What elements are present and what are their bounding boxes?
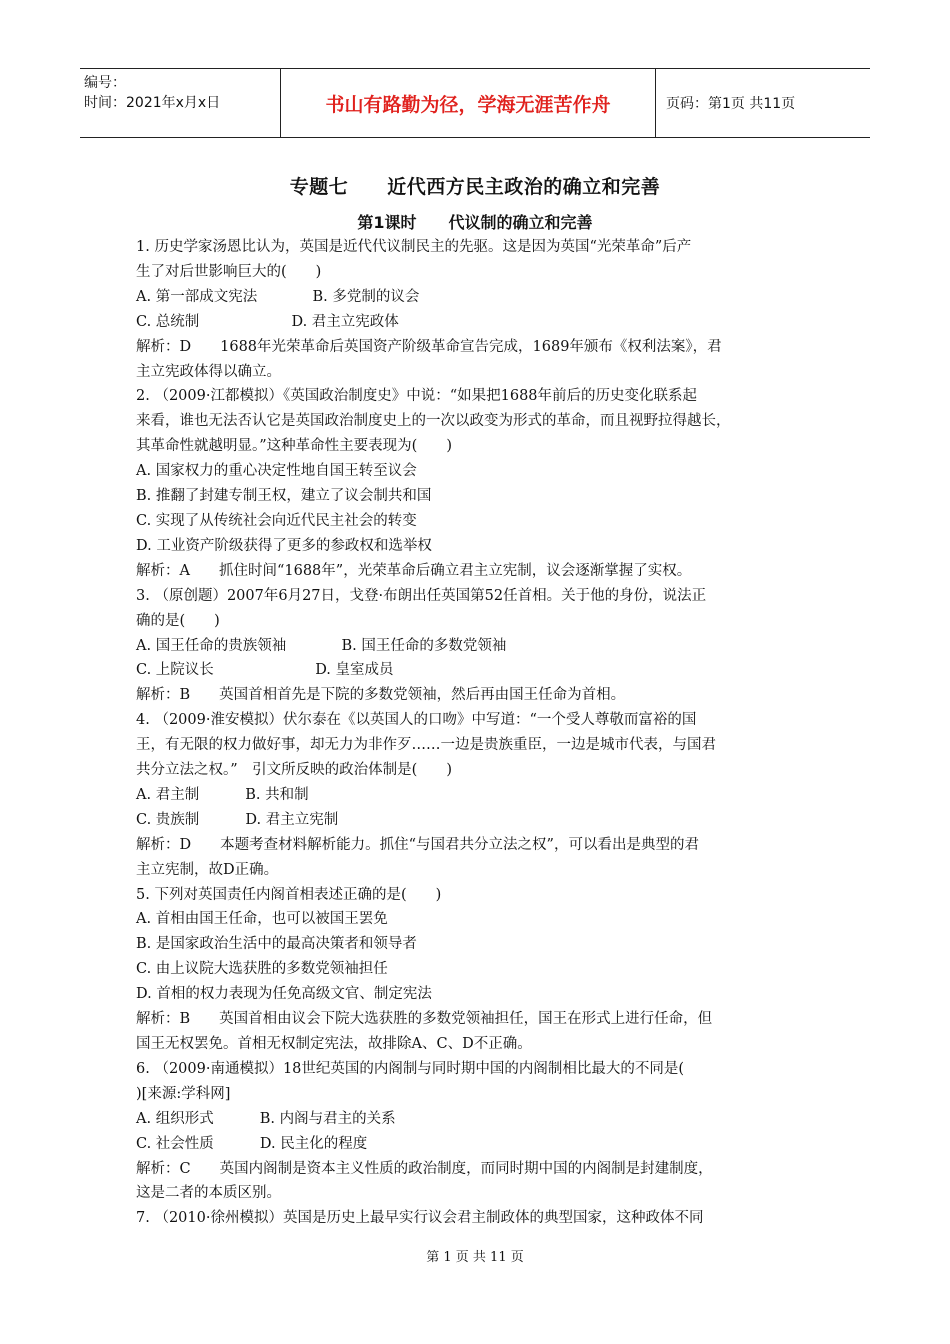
text-line: 解析：B 英国首相由议会下院大选获胜的多数党领袖担任，国王在形式上进行任命，但 bbox=[136, 1011, 713, 1028]
text-line: C. 上院议长 D. 皇室成员 bbox=[136, 662, 394, 679]
text-line: A. 君主制 B. 共和制 bbox=[136, 786, 309, 803]
text-line: C. 社会性质 D. 民主化的程度 bbox=[136, 1135, 368, 1152]
text-line: 2. （2009·江都模拟）《英国政治制度史》中说：“如果把1688年前后的历史变化联系起 bbox=[136, 388, 698, 405]
text-line: 王，有无限的权力做好事，却无力为非作歹……一边是贵族重臣，一边是城市代表，与国君 bbox=[136, 737, 716, 754]
text-line: A. 国王任命的贵族领袖 B. 国王任命的多数党领袖 bbox=[136, 637, 507, 654]
text-line: B. 推翻了封建专制王权，建立了议会制共和国 bbox=[136, 488, 432, 505]
motto: 书山有路勤为径，学海无涯苦作舟 bbox=[281, 69, 656, 137]
text-line: 解析：B 英国首相首先是下院的多数党领袖，然后再由国王任命为首相。 bbox=[136, 687, 626, 704]
text-line: 解析：C 英国内阁制是资本主义性质的政治制度，而同时期中国的内阁制是封建制度， bbox=[136, 1160, 713, 1177]
text-line: 这是二者的本质区别。 bbox=[136, 1185, 281, 1202]
page-header bbox=[80, 68, 870, 138]
text-line: 确的是( ) bbox=[136, 612, 220, 629]
lesson-subtitle: 第1课时 代议制的确立和完善 bbox=[357, 213, 593, 232]
text-line: )[来源:学科网] bbox=[136, 1085, 231, 1102]
text-line: C. 实现了从传统社会向近代民主社会的转变 bbox=[136, 512, 417, 529]
text-line: B. 是国家政治生活中的最高决策者和领导者 bbox=[136, 936, 417, 953]
text-line: 主立宪政体得以确立。 bbox=[136, 363, 281, 380]
text-line: 其革命性就越明显。”这种革命性主要表现为( ) bbox=[136, 438, 452, 455]
page-footer: 第 1 页 共 11 页 bbox=[426, 1250, 524, 1265]
text-line: 国王无权罢免。首相无权制定宪法，故排除A、C、D不正确。 bbox=[136, 1036, 532, 1052]
text-line: A. 组织形式 B. 内阁与君主的关系 bbox=[136, 1110, 396, 1127]
text-line: 解析：A 抓住时间“1688年”，光荣革命后确立君主立宪制，议会逐渐掌握了实权。 bbox=[136, 562, 692, 579]
text-line: 共分立法之权。” 引文所反映的政治体制是( ) bbox=[136, 762, 452, 779]
text-line: 7. （2010·徐州模拟）英国是历史上最早实行议会君主制政体的典型国家，这种政体不同 bbox=[136, 1210, 704, 1227]
text-line: A. 第一部成文宪法 B. 多党制的议会 bbox=[136, 288, 420, 305]
text-line: 6. （2009·南通模拟）18世纪英国的内阁制与同时期中国的内阁制相比最大的不同是( bbox=[136, 1060, 685, 1077]
page-label: 页码：第1页 共11页 bbox=[666, 96, 796, 112]
text-line: C. 由上议院大选获胜的多数党领袖担任 bbox=[136, 961, 388, 978]
text-line: D. 工业资产阶级获得了更多的参政权和选举权 bbox=[136, 537, 432, 554]
text-line: A. 首相由国王任命，也可以被国王罢免 bbox=[136, 911, 388, 928]
text-line: 3. （原创题）2007年6月27日，戈登·布朗出任英国第52任首相。关于他的身份，说法正 bbox=[136, 587, 707, 604]
text-line: 来看，谁也无法否认它是英国政治制度史上的一次以政变为形式的革命，而且视野拉得越长， bbox=[136, 413, 731, 430]
text-line: 5. 下列对英国责任内阁首相表述正确的是( ) bbox=[136, 886, 442, 903]
date-label: 时间：2021年x月x日 bbox=[84, 95, 221, 111]
text-line: D. 首相的权力表现为任免高级文官、制定宪法 bbox=[136, 986, 432, 1003]
number-label: 编号： bbox=[84, 75, 126, 91]
text-line: 解析：D 1688年光荣革命后英国资产阶级革命宣告完成，1689年颁布《权利法案》，君 bbox=[136, 338, 722, 355]
text-line: 1. 历史学家汤恩比认为，英国是近代代议制民主的先驱。这是因为英国“光荣革命”后产 bbox=[136, 239, 692, 255]
text-line: C. 总统制 D. 君主立宪政体 bbox=[136, 313, 399, 330]
header-info bbox=[80, 69, 281, 137]
document-body bbox=[136, 235, 828, 1231]
text-line: 4. （2009·淮安模拟）伏尔泰在《以英国人的口吻》中写道：“一个受人尊敬而富裕的国 bbox=[136, 712, 697, 729]
document-title: 专题七 近代西方民主政治的确立和完善 bbox=[289, 176, 661, 198]
text-line: 主立宪制，故D正确。 bbox=[136, 861, 279, 878]
text-line: 生了对后世影响巨大的( ) bbox=[136, 263, 322, 280]
text-line: C. 贵族制 D. 君主立宪制 bbox=[136, 811, 339, 828]
text-line: A. 国家权力的重心决定性地自国王转至议会 bbox=[136, 463, 417, 480]
text-line: 解析：D 本题考查材料解析能力。抓住“与国君共分立法之权”，可以看出是典型的君 bbox=[136, 836, 699, 853]
